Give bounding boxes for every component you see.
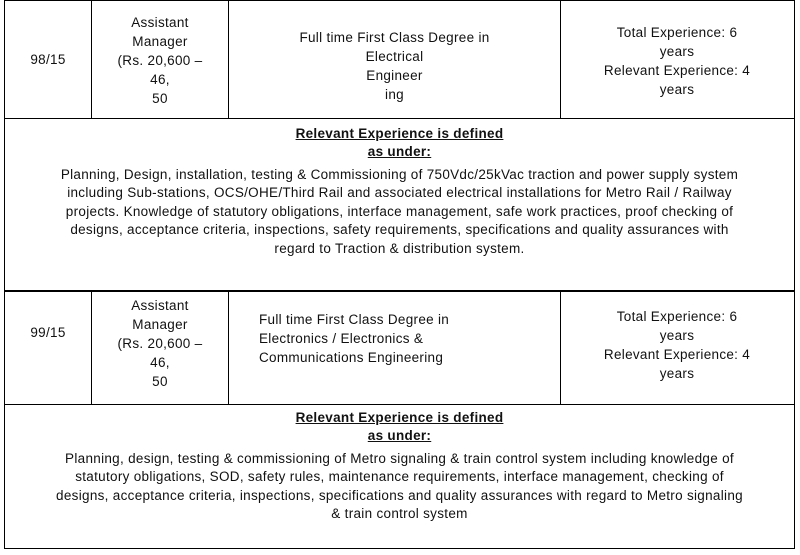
experience-line: Relevant Experience: 4 <box>603 63 751 78</box>
experience-cell <box>561 291 793 404</box>
qualification-line: Communications Engineering <box>259 350 444 365</box>
qualification-line: Electronics / Electronics & <box>259 331 424 346</box>
qualification-line: Full time First Class Degree in <box>299 30 490 45</box>
qualification-line: ing <box>385 87 404 102</box>
definition-title: Relevant Experience is defined <box>295 125 504 141</box>
qualification-line: Full time First Class Degree in <box>259 312 450 327</box>
post-code: 99/15 <box>30 325 66 340</box>
definition-line: Planning, design, testing & commissioning of Metro signaling & train control system including knowledge of <box>65 450 734 466</box>
experience-cell <box>561 1 793 118</box>
definition-subtitle: as under: <box>367 428 432 443</box>
definition-line: including Sub-stations, OCS/OHE/Third Rail and associated electrical installations for Metro Rail / Railway <box>67 185 732 200</box>
post-line: Assistant <box>131 298 189 313</box>
experience-line: Relevant Experience: 4 <box>603 347 751 362</box>
experience-line: years <box>659 44 695 59</box>
definition-block <box>4 404 795 549</box>
definition-line: & train control system <box>331 506 468 521</box>
definition-line: projects. Knowledge of statutory obligations, interface management, safe work practices, proof checking of <box>65 203 734 219</box>
post-line: 46, <box>150 72 170 87</box>
post-line: 50 <box>152 91 168 106</box>
definition-line: designs, acceptance criteria, inspections, specifications and quality assurances with regard to Metro signaling <box>56 487 743 503</box>
qualification-cell <box>229 291 561 404</box>
post-line: Assistant <box>131 15 189 30</box>
post-name-cell <box>92 1 229 118</box>
experience-line: years <box>659 82 695 97</box>
post-line: Manager <box>132 34 188 49</box>
post-line: Manager <box>132 317 188 332</box>
table-row <box>4 0 795 119</box>
table-row <box>4 290 795 405</box>
experience-line: Total Experience: 6 <box>616 25 738 40</box>
definition-title: Relevant Experience is defined <box>295 409 504 425</box>
experience-line: years <box>659 328 695 343</box>
post-code-cell <box>5 1 92 118</box>
post-code: 98/15 <box>30 52 66 67</box>
recruitment-table <box>4 0 795 549</box>
definition-block <box>4 118 795 292</box>
definition-line: statutory obligations, SOD, safety rules, maintenance requirements, interface management, checking of <box>75 469 724 484</box>
post-line: (Rs. 20,600 – <box>117 336 203 351</box>
post-line: 46, <box>150 355 170 370</box>
qualification-line: Engineer <box>366 68 423 83</box>
definition-subtitle: as under: <box>367 144 432 159</box>
post-name-cell <box>92 291 229 404</box>
experience-line: Total Experience: 6 <box>616 309 738 324</box>
post-line: 50 <box>152 374 168 389</box>
definition-line: Planning, Design, installation, testing & Commissioning of 750Vdc/25kVac traction and power supply system <box>60 166 739 182</box>
qualification-cell <box>229 1 561 118</box>
definition-line: regard to Traction & distribution system. <box>274 240 525 256</box>
qualification-line: Electrical <box>365 49 424 64</box>
definition-line: designs, acceptance criteria, inspections, safety requirements, specifications and quality assurances with <box>70 222 729 237</box>
experience-line: years <box>659 366 695 381</box>
post-line: (Rs. 20,600 – <box>117 53 203 68</box>
post-code-cell <box>5 291 92 404</box>
